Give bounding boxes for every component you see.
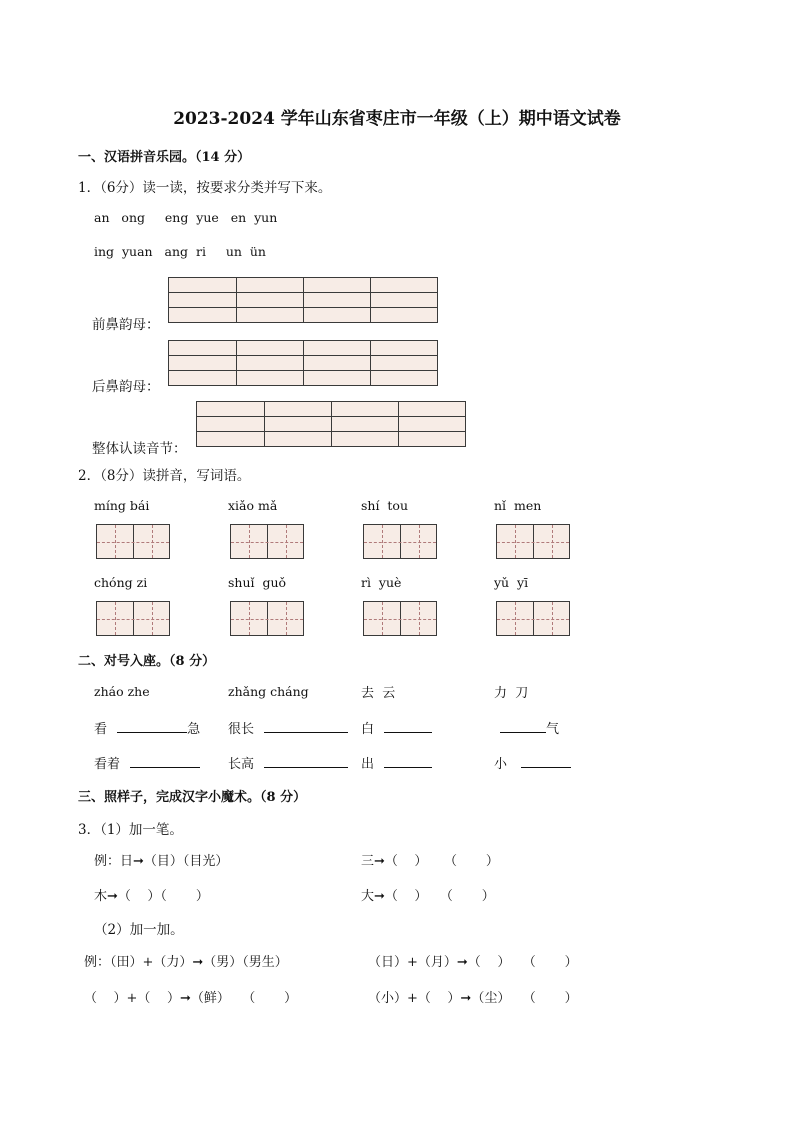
section1-heading: 一、汉语拼音乐园。（14 分） xyxy=(78,150,251,165)
fill-prefix: 小 xyxy=(494,757,508,772)
pinyin-word: yǔ yī xyxy=(494,575,529,590)
pinyin-line-1: an ong eng yue en yun xyxy=(94,210,278,225)
fill-row-item xyxy=(228,718,348,737)
exercise-add-stroke: 三➞（ ） （ ） xyxy=(361,854,499,869)
answer-blank[interactable] xyxy=(500,720,546,733)
answer-blank[interactable] xyxy=(384,755,432,768)
fill-row-item xyxy=(361,718,432,737)
pinyin-word: rì yuè xyxy=(361,575,402,590)
pinyin-word: shuǐ guǒ xyxy=(228,575,287,590)
label-back-nasal: 后鼻韵母： xyxy=(92,379,160,395)
sub-question-2: （2）加一加。 xyxy=(94,922,184,938)
word-pair: 力 刀 xyxy=(494,686,529,701)
fill-suffix: 急 xyxy=(187,722,201,737)
example-combine: 例：（田）+（力）➞（男）（男生） xyxy=(84,955,288,970)
answer-blank[interactable] xyxy=(384,720,432,733)
pinyin-word: shí tou xyxy=(361,498,409,513)
word-pair: zhǎng cháng xyxy=(228,684,309,699)
exercise-combine: （小）+（ ）➞（尘） （ ） xyxy=(368,991,578,1006)
exercise-add-stroke: 大➞（ ） （ ） xyxy=(361,889,495,904)
fill-row-item xyxy=(361,753,432,772)
fill-row-item xyxy=(500,718,559,737)
tianzige-box[interactable] xyxy=(230,601,304,636)
exercise-add-stroke: 木➞（ ）（ ） xyxy=(94,889,209,904)
answer-blank[interactable] xyxy=(264,720,348,733)
pinyin-word: míng bái xyxy=(94,498,150,513)
pinyin-word: xiǎo mǎ xyxy=(228,498,278,513)
exercise-combine: （日）+（月）➞（ ） （ ） xyxy=(368,955,578,970)
question-3-stem: 3．（1）加一笔。 xyxy=(78,822,183,838)
example-add-stroke: 例：日➞（目）（目光） xyxy=(94,854,229,869)
tianzige-box[interactable] xyxy=(496,601,570,636)
fill-prefix: 看 xyxy=(94,722,108,737)
fill-row-item xyxy=(228,753,348,772)
word-pair: 去 云 xyxy=(361,686,396,701)
pinyin-line-2: ing yuan ang ri un ün xyxy=(94,244,266,259)
fill-row-item xyxy=(94,753,200,772)
label-whole-syllable: 整体认读音节： xyxy=(92,441,187,457)
writing-grid-front-nasal[interactable] xyxy=(168,277,438,323)
tianzige-box[interactable] xyxy=(230,524,304,559)
tianzige-box[interactable] xyxy=(96,601,170,636)
page-title: 2023-2024 学年山东省枣庄市一年级（上）期中语文试卷 xyxy=(173,109,621,129)
exercise-combine: （ ）+（ ）➞（鲜） （ ） xyxy=(84,991,298,1006)
word-pair: zháo zhe xyxy=(94,684,150,699)
fill-row-item xyxy=(94,718,200,737)
answer-blank[interactable] xyxy=(117,720,187,733)
tianzige-box[interactable] xyxy=(363,524,437,559)
label-front-nasal: 前鼻韵母： xyxy=(92,317,160,333)
fill-prefix: 白 xyxy=(361,722,375,737)
answer-blank[interactable] xyxy=(130,755,200,768)
fill-suffix: 气 xyxy=(546,722,560,737)
tianzige-box[interactable] xyxy=(363,601,437,636)
section3-heading: 三、照样子，完成汉字小魔术。（8 分） xyxy=(78,790,307,805)
fill-row-item xyxy=(494,753,571,772)
pinyin-word: nǐ men xyxy=(494,498,542,513)
fill-prefix: 长高 xyxy=(228,757,255,772)
tianzige-box[interactable] xyxy=(496,524,570,559)
writing-grid-whole-syllable[interactable] xyxy=(196,401,466,447)
answer-blank[interactable] xyxy=(264,755,348,768)
writing-grid-back-nasal[interactable] xyxy=(168,340,438,386)
fill-prefix: 很长 xyxy=(228,722,255,737)
fill-prefix: 看着 xyxy=(94,757,121,772)
question-2-stem: 2．（8分）读拼音，写词语。 xyxy=(78,468,251,484)
fill-prefix: 出 xyxy=(361,757,375,772)
answer-blank[interactable] xyxy=(521,755,571,768)
tianzige-box[interactable] xyxy=(96,524,170,559)
section2-heading: 二、对号入座。（8 分） xyxy=(78,654,216,669)
pinyin-word: chóng zi xyxy=(94,575,148,590)
question-1-stem: 1．（6分）读一读，按要求分类并写下来。 xyxy=(78,180,332,196)
